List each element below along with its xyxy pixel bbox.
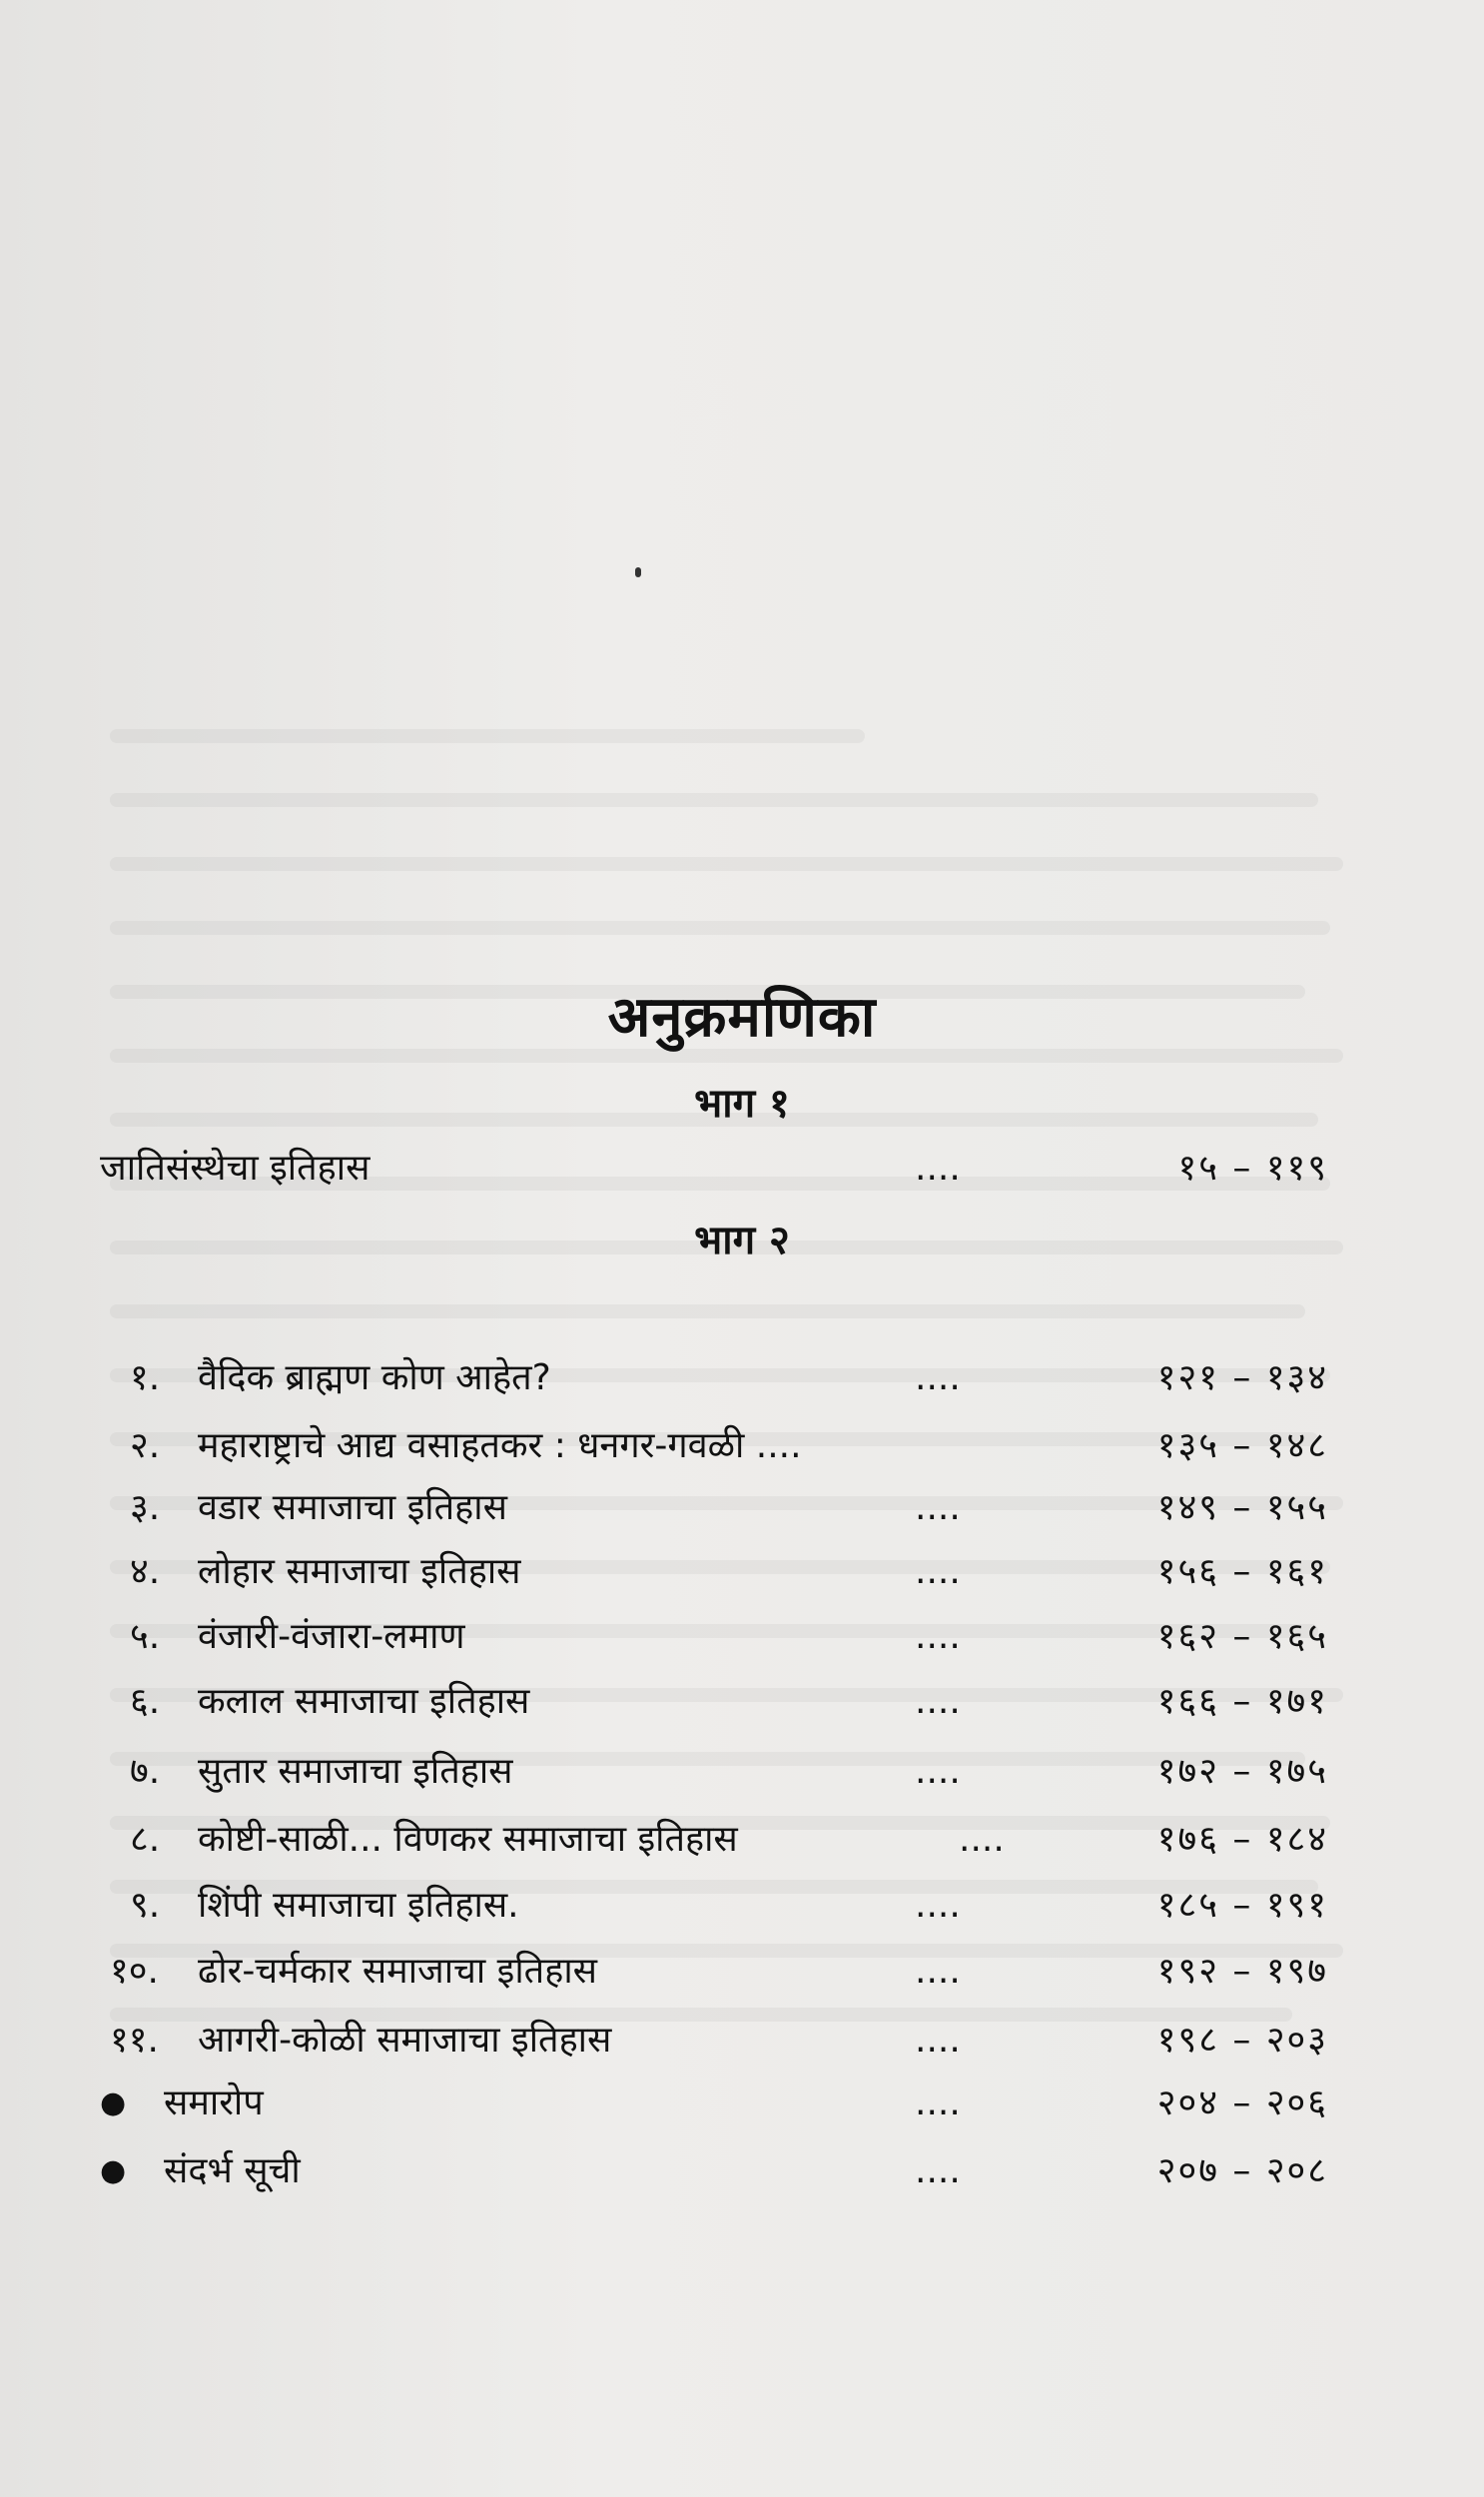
toc-entry-number: ५.	[130, 1616, 161, 1657]
toc-entry-label: संदर्भ सूची	[164, 2150, 301, 2191]
bullet-icon: ●	[100, 2153, 127, 2188]
toc-entry-label: महाराष्ट्राचे आद्य वसाहतकर : धनगर-गवळी ....	[198, 1425, 802, 1466]
toc-entry	[100, 1480, 1328, 1536]
bullet-icon: ●	[100, 2085, 127, 2120]
toc-entry-pages: १७६ – १८४	[1156, 1819, 1328, 1860]
toc-entry-pages: १४९ – १५५	[1156, 1487, 1328, 1528]
toc-entry-dots: ....	[915, 1148, 961, 1189]
toc-entry-pages: १५ – ११९	[1177, 1148, 1328, 1189]
toc-entry-dots: ....	[915, 1951, 961, 1992]
toc-entry-label: सुतार समाजाचा इतिहास	[198, 1751, 513, 1792]
ink-speck	[635, 567, 641, 577]
toc-entry-label: आगरी-कोळी समाजाचा इतिहास	[198, 2020, 612, 2061]
toc-entry-pages: १८५ – १९१	[1156, 1885, 1328, 1926]
part-2-heading: भाग २	[694, 1218, 790, 1263]
toc-entry-label: लोहार समाजाचा इतिहास	[198, 1551, 521, 1592]
toc-entry-dots: ....	[915, 1357, 961, 1398]
toc-entry-dots: ....	[915, 2082, 961, 2123]
toc-entry-dots: ....	[915, 1551, 961, 1592]
toc-entry-label: वैदिक ब्राह्मण कोण आहेत?	[198, 1357, 551, 1398]
toc-entry-pages: १९८ – २०३	[1156, 2020, 1328, 2061]
toc-entry-dots: ....	[915, 2150, 961, 2191]
toc-entry-number: १.	[130, 1357, 161, 1398]
toc-entry	[100, 2143, 1328, 2199]
toc-entry-dots: ....	[915, 1616, 961, 1657]
toc-entry-label: ढोर-चर्मकार समाजाचा इतिहास	[198, 1951, 597, 1992]
toc-entry-dots: ....	[915, 1751, 961, 1792]
toc-entry	[100, 1418, 1328, 1474]
toc-entry	[100, 1812, 1328, 1868]
toc-entry-number: २.	[130, 1425, 161, 1466]
toc-entry-pages: १२१ – १३४	[1156, 1357, 1328, 1398]
toc-entry-pages: १६६ – १७१	[1156, 1681, 1328, 1722]
toc-entry-number: ४.	[130, 1551, 161, 1592]
toc-entry-dots: ....	[915, 2020, 961, 2061]
toc-entry-pages: २०७ – २०८	[1156, 2150, 1328, 2191]
toc-entry-dots: ....	[915, 1487, 961, 1528]
toc-entry-dots: ....	[915, 1681, 961, 1722]
toc-entry-pages: १६२ – १६५	[1156, 1616, 1328, 1657]
toc-entry-number: ८.	[130, 1819, 161, 1860]
page-title: अनुक्रमणिका	[607, 985, 877, 1050]
toc-entry	[100, 2076, 1328, 2131]
toc-entry-pages: १७२ – १७५	[1156, 1751, 1328, 1792]
toc-entry-label: वडार समाजाचा इतिहास	[198, 1487, 507, 1528]
toc-entry-number: ६.	[130, 1681, 161, 1722]
toc-entry-dots: ....	[959, 1819, 1005, 1860]
toc-entry-label: शिंपी समाजाचा इतिहास.	[198, 1885, 519, 1926]
toc-entry	[100, 1744, 1328, 1800]
toc-entry	[100, 1878, 1328, 1934]
toc-entry	[100, 1609, 1328, 1665]
toc-entry	[100, 1674, 1328, 1730]
toc-entry-label: जातिसंस्थेचा इतिहास	[100, 1148, 371, 1189]
toc-entry-number: ७.	[130, 1751, 161, 1792]
toc-entry-number: ११.	[110, 2020, 159, 2061]
part-1-heading: भाग १	[694, 1081, 790, 1127]
toc-entry-label: कलाल समाजाचा इतिहास	[198, 1681, 530, 1722]
toc-entry-pages: १३५ – १४८	[1156, 1425, 1328, 1466]
toc-entry-pages: २०४ – २०६	[1156, 2082, 1328, 2123]
toc-entry-number: १०.	[110, 1951, 159, 1992]
toc-entry-number: ३.	[130, 1487, 161, 1528]
toc-entry	[100, 1350, 1328, 1406]
toc-entry	[100, 2013, 1328, 2069]
toc-entry-label: वंजारी-वंजारा-लमाण	[198, 1616, 465, 1657]
toc-entry-dots: ....	[915, 1885, 961, 1926]
toc-entry-pages: १९२ – १९७	[1156, 1951, 1328, 1992]
toc-entry	[100, 1944, 1328, 2000]
toc-entry	[100, 1544, 1328, 1600]
toc-entry	[100, 1141, 1328, 1197]
toc-entry-number: ९.	[130, 1885, 161, 1926]
toc-entry-label: कोष्टी-साळी... विणकर समाजाचा इतिहास	[198, 1819, 738, 1860]
toc-entry-label: समारोप	[164, 2082, 264, 2123]
toc-entry-pages: १५६ – १६१	[1156, 1551, 1328, 1592]
